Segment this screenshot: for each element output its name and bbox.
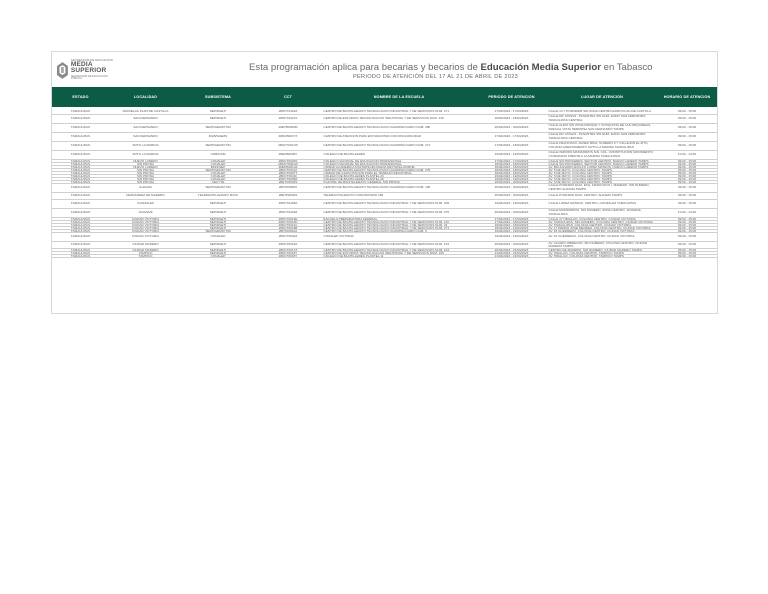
cell-cct: 28ETB0030M (278, 126, 298, 130)
cell-lugar: AV. 5 DE MAYO, COLONIA CENTRO, TAMPS (548, 168, 612, 172)
cell-lugar: AV. 16 GUERRERO, COLONIA CENTRO, CIUDAD VICTORIA (548, 229, 635, 233)
cell-lugar: CALLE PORFIRIO DÍAZ, CENTRO, ALDAMA TAMPS (548, 194, 623, 198)
cell-localidad: NUEVO LAREDO (133, 159, 158, 163)
cell-periodo: 18/04/2023 - 18/04/2023 (494, 165, 529, 169)
column-header-cct: CCT (283, 95, 293, 99)
cell-periodo: 20/04/2023 - 20/04/2023 (494, 186, 529, 190)
cell-periodo: 18/04/2023 - 18/04/2023 (494, 162, 529, 166)
cell-nombre-escuela: CENTRO DE BACHILLERATO TECNOLÓGICO AGROPECUARIO NÚM. 9 (323, 229, 427, 233)
cell-horario: 09:00 - 15:00 (677, 243, 697, 247)
cell-estado: TAMAULIPAS (70, 144, 91, 148)
cell-nombre-escuela: COLEGIO DE BACHILLERES PLANTEL 23 (323, 174, 384, 178)
cell-localidad: CIUDAD MADERO (132, 248, 159, 252)
cell-horario: 09:00 - 15:00 (677, 171, 697, 175)
cell-localidad: CIUDAD VICTORIA (131, 220, 160, 224)
cell-estado: TAMAULIPAS (70, 177, 91, 181)
cell-periodo: 19/04/2023 - 19/04/2023 (494, 235, 529, 239)
table-row (52, 124, 717, 133)
cell-estado: TAMAULIPAS (70, 254, 91, 258)
cell-cct: 28DCT0013D (278, 220, 298, 224)
cell-horario: 10:00 - 14:00 (677, 153, 697, 157)
cell-lugar: AV. HIDALGO, COLONIA CENTRO, TAMPICO TAMPS (548, 251, 624, 255)
cell-nombre-escuela: COLEGIO NACIONAL DE EDUCACIÓN PROFESIONAL (323, 162, 402, 166)
cell-lugar: AV. 17 PEDRO JOSÉ MÉNDEZ, COLONIA CENTRO, CIUDAD VICTORIA (548, 226, 651, 230)
cell-horario: 09:00 - 15:00 (677, 126, 697, 130)
cell-lugar: CALLE SIN PRÓCERES, SECTOR CENTRO, NUEVO LAREDO TAMPS (548, 159, 649, 163)
cell-estado: TAMAULIPAS (70, 109, 91, 113)
cell-localidad: SAN FERNANDO (133, 135, 158, 139)
cell-horario: 10:00 - 14:00 (677, 211, 697, 215)
cell-nombre-escuela: COLEGIO NACIONAL DE EDUCACIÓN PROFESIONAL (323, 159, 402, 163)
logo-name-line1: MEDIA (70, 60, 93, 68)
cell-nombre-escuela: PLANTEL DE BACHILLERATO GENERAL SIN PRONA (323, 180, 400, 184)
cell-subsistema: SEP/DGEMSYCM (205, 186, 231, 190)
cell-localidad: SOTO LA MARINA (132, 153, 159, 157)
cell-subsistema: SEP/DGETI (209, 243, 227, 247)
cell-estado: TAMAULIPAS (70, 174, 91, 178)
cell-cct: 28DCT0429Z (278, 211, 298, 215)
cell-horario: 09:00 - 15:00 (677, 194, 697, 198)
cell-localidad: SIN PRONA (136, 180, 155, 184)
cell-periodo: 20/04/2023 - 20/04/2023 (494, 194, 529, 198)
cell-subsistema: SEP/DGETI (209, 226, 227, 230)
cell-periodo: 19/04/2023 - 19/04/2023 (494, 174, 529, 178)
cell-cct: 28DCT0017Z (278, 248, 298, 252)
cell-lugar: AV. 5 DE MAYO, COLONIA CENTRO, TAMPS (548, 171, 612, 175)
cell-estado: TAMAULIPAS (70, 223, 91, 227)
cell-estado: TAMAULIPAS (70, 153, 91, 157)
cell-periodo: 19/04/2023 - 19/04/2023 (494, 177, 529, 181)
cell-lugar: CALLE ISIDORO MATAMOROS S/N, COL. CONSTITUCIÓN MOVIMIENTO CIUDADANO FRENTE A LA MARINA TAMAULIPAS (548, 151, 654, 158)
cell-subsistema: CONALEP (210, 177, 226, 181)
cell-lugar: AV. 5 DE MAYO, COLONIA CENTRO, TAMPS (548, 174, 612, 178)
cell-nombre-escuela: CENTRO DE BACHILLERATO TECNOLÓGICO INDUSTRIAL Y DE SERVICIOS NÚM. 119 (323, 220, 449, 224)
cell-horario: 09:00 - 15:00 (677, 168, 697, 172)
cell-estado: TAMAULIPAS (70, 162, 91, 166)
cell-localidad: TAMPICO (138, 254, 153, 258)
cell-periodo: 20/04/2023 - 20/04/2023 (494, 243, 529, 247)
cell-lugar: AV. TAMAULIPAS, SIN NÚMERO, COLONIA CENTRO, CIUDAD VICTORIA (548, 220, 653, 224)
cell-subsistema: SEP/DGETI (209, 109, 227, 113)
cell-localidad: SAN FERNANDO (133, 117, 158, 121)
cell-subsistema: SEP/DGETI (209, 220, 227, 224)
cell-lugar: CALLE SIN PRÓCERES, SECTOR CENTRO, NUEVO LAREDO TAMPS (548, 162, 649, 166)
cell-localidad: SIN PRONA (136, 177, 155, 181)
cell-periodo: 20/04/2023 - 21/04/2023 (494, 248, 529, 252)
cell-estado: TAMAULIPAS (70, 180, 91, 184)
cell-horario: 09:00 - 15:00 (677, 186, 697, 190)
cell-nombre-escuela: COLEGIO DE BACHILLERES PLANTEL 11 (323, 254, 384, 258)
cell-cct: 28DCT0427W (278, 144, 298, 148)
media-superior-logo (57, 57, 119, 83)
cell-nombre-escuela: CENTRO DE BACHILLERATO TECNOLÓGICO INDUSTRIAL Y DE SERVICIOS NÚM. 270 (323, 211, 450, 215)
cell-estado: TAMAULIPAS (70, 186, 91, 190)
column-header-estado: ESTADO (72, 95, 89, 99)
title-bold: Educación Media Superior (480, 62, 601, 73)
cell-subsistema: SEP/DGETI (209, 251, 227, 255)
column-header-horario: HORARIO DE ATENCIÓN (663, 95, 711, 99)
cell-periodo: 18/04/2023 - 19/04/2023 (494, 226, 529, 230)
cell-horario: 09:00 - 15:00 (677, 109, 697, 113)
cell-lugar: AV. HIDALGO, COLONIA CENTRO, TAMPICO TAMPS (548, 254, 624, 258)
cell-cct: 28EMS0010A (278, 165, 298, 169)
cell-cct: 28DCT0012E (278, 217, 298, 221)
cell-subsistema: SEP/DGETI (209, 223, 227, 227)
cell-subsistema: SEP/DGETI (209, 217, 227, 221)
cell-lugar: AV. TAMAULIPAS, COLONIA CENTRO, CIUDAD VICTORIA (548, 223, 632, 227)
column-header-periodo: PERIODO DE ATENCIÓN (488, 95, 535, 99)
cell-subsistema: COBATAM (210, 153, 226, 157)
cell-localidad: CIUDAD MADERO (132, 243, 159, 247)
cell-cct: 28DTA0022A (278, 229, 298, 233)
cell-cct: 28ETH0004S (278, 194, 298, 198)
cell-horario: 09:00 - 15:00 (677, 165, 697, 169)
cell-periodo: 19/04/2023 - 19/04/2023 (494, 153, 529, 157)
cell-nombre-escuela: CONALEP VICTORIA (323, 235, 354, 239)
cell-nombre-escuela: CENTRO DE ATENCIÓN PARA ESTUDIANTES CON DISCAPACIDAD (323, 135, 422, 139)
schedule-sheet (51, 51, 718, 314)
cell-estado: TAMAULIPAS (70, 194, 91, 198)
cell-localidad: CIUDAD VICTORIA (131, 229, 160, 233)
cell-nombre-escuela: CENTRO DE ESTUDIOS TECNOLÓGICOS INDUSTRIAL Y DE SERVICIOS NÚM. 139 (323, 117, 444, 121)
cell-localidad: NUEVO LAREDO (133, 165, 158, 169)
cell-lugar: CALLE DR. ROSAS - PASANTES SIN NÚM. EJIDO SAN FERNANDO TAMAULIPAS CENTRAL (548, 133, 646, 140)
cell-cct: 28DCT0009R (278, 177, 298, 181)
cell-localidad: SIN PRONA (136, 162, 155, 166)
cell-periodo: 21/04/2023 - 21/04/2023 (494, 251, 529, 255)
cell-nombre-escuela: UNIDAD DE CAPACITACIÓN PARA EL TRABAJO INDUSTRIAL (323, 171, 412, 175)
cell-estado: TAMAULIPAS (70, 202, 91, 206)
cell-horario: 09:00 - 15:00 (677, 135, 697, 139)
cell-lugar: AV. 5 DE MAYO, COLONIA CENTRO, TAMPS (548, 177, 612, 181)
cell-nombre-escuela: TELEBACHILLERATO COMUNITARIO 168 (323, 194, 384, 198)
cell-cct: 28DCT0011F (278, 174, 298, 178)
table-row (52, 200, 717, 209)
cell-lugar: AV. BOULEVARD ADOLFO LÓPEZ MATEOS, NUEVO LAREDO TAMPS (548, 165, 649, 169)
cell-lugar: CALLE LÓPEZ MATEOS, CENTRO, GONZÁLEZ TAMAULIPAS (548, 202, 637, 206)
cell-horario: 09:00 - 15:00 (677, 177, 697, 181)
table-body (52, 109, 717, 258)
cell-nombre-escuela: COLEGIO DE BACHILLERES PLANTEL 26 (323, 177, 384, 181)
cell-nombre-escuela: CENTRO DE BACHILLERATO TECNOLÓGICO AGROPECUARIO NÚM. 196 (323, 186, 431, 190)
cell-cct: 28DTA0066X (278, 186, 298, 190)
logo-name-line2: SUPERIOR (70, 67, 107, 75)
cell-estado: TAMAULIPAS (70, 135, 91, 139)
cell-periodo: 18/04/2023 - 18/04/2023 (494, 223, 529, 227)
cell-lugar: AV. ÁLVARO OBREGÓN, SIN NÚMERO, COLONIA CENTRO, CIUDAD MADERO TAMPS (548, 241, 648, 249)
cell-periodo: 17/04/2023 - 17/04/2023 (494, 159, 529, 163)
cell-periodo: 19/04/2023 - 19/04/2023 (494, 202, 529, 206)
cell-subsistema: CONALEP (210, 174, 226, 178)
cell-subsistema: DGB/SAEMS (208, 135, 228, 139)
cell-horario: 09:00 - 15:00 (677, 144, 697, 148)
cell-estado: TAMAULIPAS (70, 243, 91, 247)
cell-subsistema: SEP/DGEMSYCM (205, 126, 231, 130)
table-row (52, 115, 717, 124)
cell-estado: TAMAULIPAS (70, 126, 91, 130)
cell-periodo: 20/04/2023 - 20/04/2023 (494, 211, 529, 215)
cell-localidad: SIN PRONA (136, 168, 155, 172)
cell-horario: 09:00 - 15:00 (677, 174, 697, 178)
table-row (52, 133, 717, 142)
table-row (52, 193, 717, 200)
cell-subsistema: CONALEP (210, 162, 226, 166)
cell-lugar: CALLE FRANCISCO JAVIER MINA, NÚMERO 9 Y CALLEJÓN EL ZITO, COLONIA ASENTAMIENTO SOTO LA MARINA TAMAULIPAS (548, 142, 649, 149)
cell-horario: 09:00 - 15:00 (677, 235, 697, 239)
title-prefix: Esta programación aplica para becarias y becarios de (249, 62, 481, 73)
cell-horario: 09:00 - 15:00 (677, 223, 697, 227)
cell-subsistema: TELEBACHILLERATO MAYA (197, 194, 239, 198)
cell-nombre-escuela: CENTRO DE BACHILLERATO TECNOLÓGICO INDUSTRIAL Y DE SERVICIOS NÚM. 209 (323, 202, 450, 206)
column-header-nombre-escuela: NOMBRE DE LA ESCUELA (373, 95, 425, 99)
cell-estado: TAMAULIPAS (70, 171, 91, 175)
cell-subsistema: CONALEP (210, 235, 226, 239)
cell-subsistema: CONALEP (210, 254, 226, 258)
cell-subsistema: IMSS/SEP (210, 165, 226, 169)
cell-localidad: JAUMAVE (138, 211, 153, 215)
cell-horario: 09:00 - 15:00 (677, 159, 697, 163)
cell-estado: TAMAULIPAS (70, 168, 91, 172)
cell-horario: 09:00 - 15:00 (677, 217, 697, 221)
cell-localidad: SIN PRONA (136, 171, 155, 175)
cell-nombre-escuela: COLEGIO DE BACHILLERES (323, 153, 365, 157)
cell-nombre-escuela: CENTRO DE ESTUDIOS TECNOLÓGICOS INDUSTRIAL Y DE SERVICIOS NÚM. 105 (323, 251, 444, 255)
cell-localidad: TAMPICO (138, 251, 153, 255)
cell-subsistema: CONALEP (210, 159, 226, 163)
cell-localidad: ALDAMA (139, 186, 152, 190)
cell-localidad: FERNÁNDEZ DE MADERO (126, 194, 165, 198)
cell-subsistema: SEP/DGETI (209, 248, 227, 252)
cell-subsistema: SEP/DGETI (209, 117, 227, 121)
cell-localidad: CIUDAD VICTORIA (131, 223, 160, 227)
logo-top-text: SECRETARÍA DE EDUCACIÓN (70, 58, 113, 62)
cell-periodo: 17/04/2023 - 18/04/2023 (494, 220, 529, 224)
cell-nombre-escuela: CENTRO DE BACHILLERATO TECNOLÓGICO AGROPECUARIO NÚM. 275 (323, 168, 431, 172)
cell-localidad: CIUDAD VICTORIA (131, 235, 160, 239)
cell-cct: 28DCT0020X (278, 159, 298, 163)
cell-lugar: AV. 16 GUERRERO, COLONIA CENTRO, CIUDAD VICTORIA (548, 235, 635, 239)
cell-estado: TAMAULIPAS (70, 229, 91, 233)
cell-cct: 28DCT0003Y (278, 254, 298, 258)
cell-cct: 28DCB0017X (278, 135, 298, 139)
table-row (52, 142, 717, 151)
cell-estado: TAMAULIPAS (70, 117, 91, 121)
cell-periodo: 20/04/2023 - 20/04/2023 (494, 180, 529, 184)
table-row (52, 255, 717, 258)
cell-estado: TAMAULIPAS (70, 248, 91, 252)
cell-lugar: CALLE ALDÍO S/N ZONA PARQUE Y CONQUISTA DE LAS ORQUÍDEAS, SPECIAL VISTA HERMOSA SAN FERNANDO TAMPS (548, 124, 652, 131)
column-header-subsistema: SUBSISTEMA (205, 95, 231, 99)
page-title (249, 62, 653, 73)
cell-periodo: 18/04/2023 - 18/04/2023 (494, 168, 529, 172)
cell-cct: 28DCT0427X (278, 117, 298, 121)
cell-lugar: AV. 5 DE MAYO, COLONIA CENTRO, TAMPS (548, 180, 612, 184)
cell-horario: 09:00 - 15:00 (677, 117, 697, 121)
cell-localidad: GONZÁLEZ (137, 202, 154, 206)
cell-horario: 09:00 - 15:00 (677, 202, 697, 206)
cell-estado: TAMAULIPAS (70, 226, 91, 230)
cell-periodo: 18/04/2023 - 18/04/2023 (494, 117, 529, 121)
cell-nombre-escuela: CENTRO DE BACHILLERATO TECNOLÓGICO INDUSTRIAL Y DE SERVICIOS NÚM. 164 (323, 243, 450, 247)
cell-periodo: 17/04/2023 - 17/04/2023 (494, 109, 529, 113)
cell-cct: 28DCT0311A (278, 168, 298, 172)
sheet-header (52, 52, 717, 87)
cell-cct: 28DCT0016A (278, 243, 298, 247)
cell-cct: 28DCT0018Y (278, 251, 298, 255)
table-header (52, 87, 717, 107)
cell-horario: 09:00 - 15:00 (677, 180, 697, 184)
cell-lugar: CENTRO DE MADERO, SIN NÚMERO, CIUDAD MADERO TAMPS (548, 248, 642, 252)
title-suffix: en Tabasco (600, 62, 653, 73)
cell-lugar: CALLE PORFIRIO DÍAZ, ESQ. FRANCISCO I. MADERO, SIN NÚMERO, CENTRO ALDAMA TAMPS (548, 184, 650, 191)
cell-periodo: 17/04/2023 - 17/04/2023 (494, 135, 529, 139)
cell-estado: TAMAULIPAS (70, 159, 91, 163)
cell-cct: 28DCT0021W (278, 162, 298, 166)
cell-estado: TAMAULIPAS (70, 165, 91, 169)
cell-nombre-escuela: CENTRO DE BACHILLERATO TECNOLÓGICO INDUSTRIAL Y DE SERVICIOS NÚM. 271 (323, 109, 450, 113)
cell-estado: TAMAULIPAS (70, 217, 91, 221)
cell-lugar: CALLE DR. ROSAS - PASANTES SIN NÚM. EJIDO SAN FERNANDO TAMAULIPAS CENTRAL (548, 115, 646, 122)
cell-cct: 28DCT0428A (278, 202, 298, 206)
cell-localidad: CIUDAD VICTORIA (131, 217, 160, 221)
cell-localidad: SIN PRONA (136, 174, 155, 178)
cell-horario: 09:00 - 15:00 (677, 162, 697, 166)
cell-cct: 28ETC0003S (278, 180, 298, 184)
cell-subsistema: SEP/DGEMSYCM (205, 144, 231, 148)
cell-horario: 09:00 - 15:00 (677, 229, 697, 233)
cell-nombre-escuela: CENTRO DE BACHILLERATO TECNOLÓGICO AGROPECUARIO NÚM. 280 (323, 126, 431, 130)
cell-localidad: SAN FERNANDO (133, 126, 158, 130)
cell-periodo: 17/04/2023 - 18/04/2023 (494, 144, 529, 148)
cell-cct: 28DCT0014C (278, 223, 298, 227)
table-row (52, 184, 717, 193)
cell-estado: TAMAULIPAS (70, 220, 91, 224)
cell-cct: 28ECB0006Y (278, 153, 298, 157)
column-header-lugar: LUGAR DE ATENCIÓN (581, 95, 623, 99)
cell-cct: 28DCT0015B (278, 226, 298, 230)
logo-sub-text: SECRETARÍA DE EDUCACIÓN PÚBLICA (70, 74, 108, 81)
cell-nombre-escuela: ESCUELA PREPARATORIA FEDERAL (323, 217, 378, 221)
cell-subsistema: SEP/DGETI (209, 211, 227, 215)
column-header-localidad: LOCALIDAD (133, 95, 158, 99)
cell-lugar: CALLE 14 Y PORVENIR SIN ZONA CENTRO EJIDO PLAN DE CASTILLA (548, 109, 652, 113)
cell-localidad: SOTO LA MARINA (132, 144, 159, 148)
cell-estado: TAMAULIPAS (70, 235, 91, 239)
cell-horario: 09:00 - 15:00 (677, 220, 697, 224)
cell-horario: 09:00 - 15:00 (677, 254, 697, 258)
cell-cct: 28DCT0002Z (278, 235, 298, 239)
cell-subsistema: CECYTE (211, 180, 225, 184)
cell-cct: 28DCT0422Z (278, 109, 298, 113)
cell-cct: 28DCT0007T (278, 171, 298, 175)
cell-nombre-escuela: CENTRO DE BACHILLERATO TECNOLÓGICO INDUSTRIAL Y DE SERVICIOS NÚM. 103 (323, 248, 450, 252)
cell-nombre-escuela: CENTRO DE BACHILLERATO TECNOLÓGICO AGROPECUARIO NÚM. 271 (323, 144, 431, 148)
cell-horario: 09:00 - 15:00 (677, 248, 697, 252)
cell-localidad: CIUDAD VICTORIA (131, 226, 160, 230)
cell-horario: 09:00 - 15:00 (677, 251, 697, 255)
cell-nombre-escuela: UNIDAD ACADÉMICA MULTIDISCIPLINARIA REYNOSA-RODHE (323, 165, 415, 169)
cell-lugar: CALLE MATAMOROS, SIN NÚMERO, ZONA CENTRO, JAUMAVE, TAMAULIPAS (548, 209, 642, 216)
cell-subsistema: SEP/DGEMSYCM (205, 229, 231, 233)
cell-subsistema: SEP/DGETI (209, 202, 227, 206)
cell-localidad: PARCELAS PLAN DE CASTILLA (122, 109, 169, 113)
cell-nombre-escuela: CENTRO DE BACHILLERATO TECNOLÓGICO INDUSTRIAL Y DE SERVICIOS NÚM. 271 (323, 226, 450, 230)
cell-estado: TAMAULIPAS (70, 251, 91, 255)
cell-nombre-escuela: CENTRO DE BACHILLERATO TECNOLÓGICO INDUSTRIAL Y DE SERVICIOS NÚM. 24 (323, 223, 448, 227)
cell-periodo: 21/04/2023 - 21/04/2023 (494, 254, 529, 258)
cell-periodo: 18/04/2023 - 18/04/2023 (494, 171, 529, 175)
logo-emblem-icon (57, 62, 68, 79)
cell-subsistema: CONALEP (210, 171, 226, 175)
cell-lugar: CALLE 17 HIDALGO, COLONIA CENTRO, CIUDAD VICTORIA (548, 217, 636, 221)
cell-horario: 09:00 - 15:00 (677, 226, 697, 230)
cell-periodo: 17/04/2023 - 17/04/2023 (494, 217, 529, 221)
attention-period: PERIODO DE ATENCIÓN DEL 17 AL 21 DE ABRIL DE 2023 (353, 74, 519, 80)
cell-subsistema: SEP/DGEMSYCM (205, 168, 231, 172)
cell-periodo: 20/04/2023 - 20/04/2023 (494, 126, 529, 130)
cell-periodo: 19/04/2023 - 19/04/2023 (494, 229, 529, 233)
cell-estado: TAMAULIPAS (70, 211, 91, 215)
